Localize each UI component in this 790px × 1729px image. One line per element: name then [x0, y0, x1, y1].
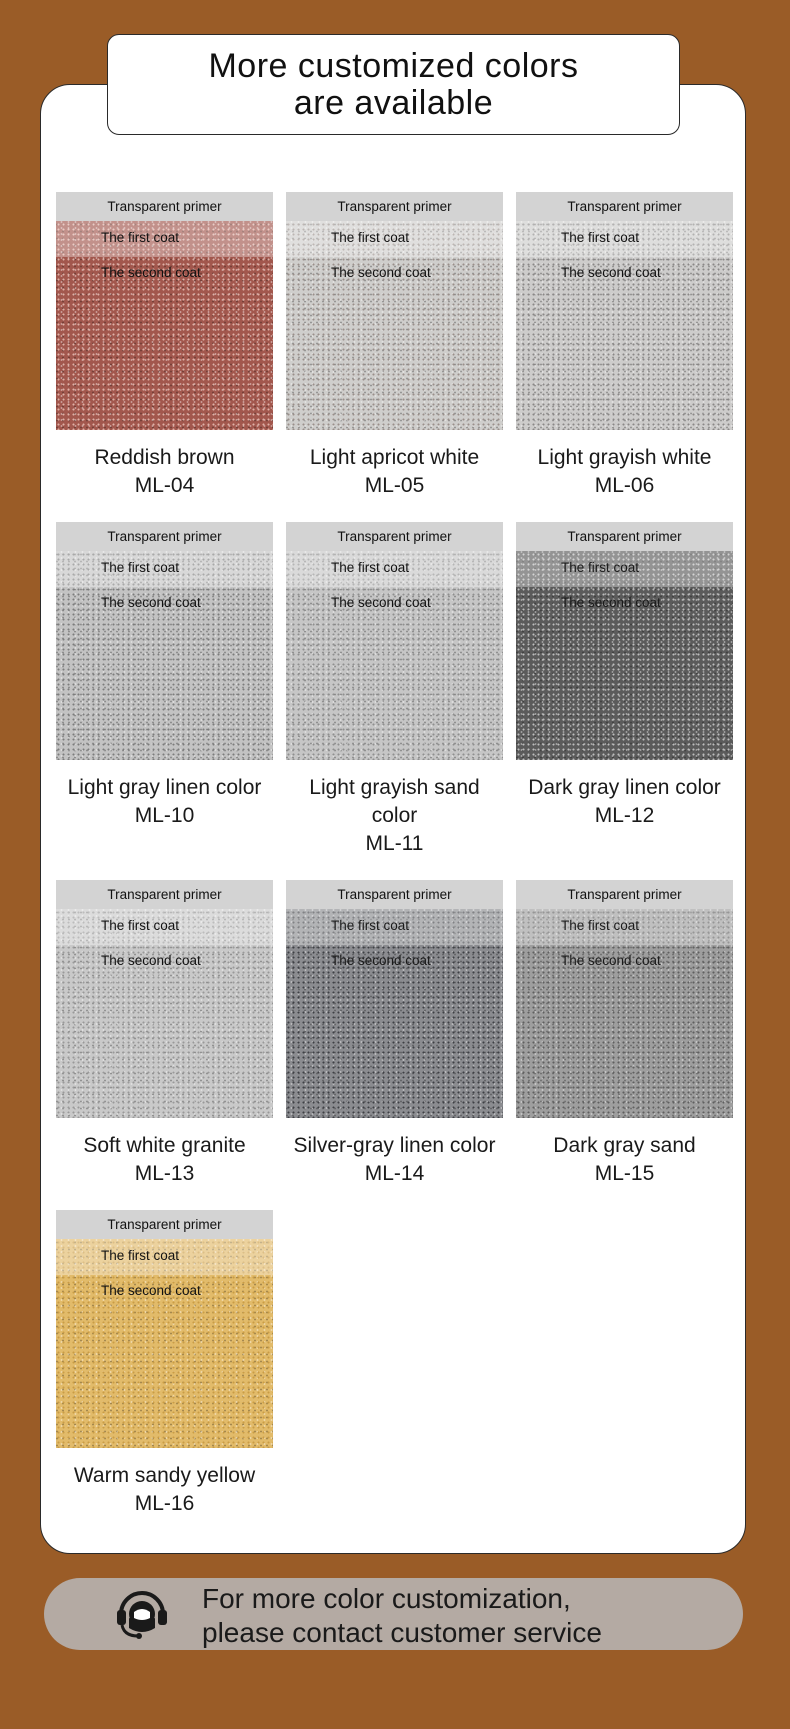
primer-label: Transparent primer: [286, 522, 503, 551]
first-coat-label: The first coat: [331, 230, 410, 245]
second-coat-label: The second coat: [101, 1283, 201, 1298]
swatch-caption: [528, 774, 721, 830]
swatch-item: [56, 1210, 273, 1518]
swatch-code: ML-10: [134, 804, 195, 827]
swatch-item: [56, 522, 273, 858]
second-coat-label: The second coat: [101, 265, 201, 280]
first-coat-label: The first coat: [101, 1248, 180, 1263]
second-coat-label: The second coat: [331, 953, 431, 968]
contact-banner[interactable]: [44, 1578, 743, 1650]
color-swatch: [516, 192, 733, 430]
first-coat-label: The first coat: [561, 560, 640, 575]
primer-label: Transparent primer: [516, 192, 733, 221]
swatch-caption: [286, 774, 503, 858]
first-coat-label: The first coat: [101, 918, 180, 933]
color-swatch: [516, 522, 733, 760]
swatch-caption: [310, 444, 479, 500]
swatch-name: Silver-gray linen color: [293, 1134, 496, 1157]
first-coat-label: The first coat: [331, 918, 410, 933]
swatch-code: ML-11: [365, 832, 424, 855]
swatch-item: [516, 192, 733, 500]
color-swatch: [286, 880, 503, 1118]
primer-label: Transparent primer: [56, 880, 273, 909]
swatch-code: ML-12: [594, 804, 655, 827]
first-coat-label: The first coat: [561, 230, 640, 245]
swatch-item: [286, 880, 503, 1188]
second-coat-label: The second coat: [561, 595, 661, 610]
second-coat-label: The second coat: [101, 953, 201, 968]
swatch-caption: [553, 1132, 695, 1188]
first-coat-label: The first coat: [101, 560, 180, 575]
color-swatch: [286, 192, 503, 430]
first-coat-label: The first coat: [561, 918, 640, 933]
swatch-name: Light apricot white: [309, 446, 480, 469]
swatch-item: [516, 522, 733, 858]
swatch-code: ML-16: [134, 1492, 195, 1515]
swatch-code: ML-06: [594, 474, 655, 497]
swatch-item: [56, 880, 273, 1188]
swatch-caption: [294, 1132, 496, 1188]
primer-label: Transparent primer: [56, 1210, 273, 1239]
contact-line-1: For more color customization,: [202, 1583, 571, 1614]
swatch-code: ML-05: [364, 474, 425, 497]
swatch-grid: [56, 192, 733, 1518]
contact-line-2: please contact customer service: [202, 1617, 602, 1648]
swatch-code: ML-04: [134, 474, 195, 497]
color-swatch: [56, 192, 273, 430]
swatch-caption: [74, 1462, 255, 1518]
swatch-caption: [538, 444, 712, 500]
swatch-name: Warm sandy yellow: [73, 1464, 256, 1487]
second-coat-label: The second coat: [561, 265, 661, 280]
swatch-name: Reddish brown: [94, 446, 235, 469]
swatch-name: Light grayish white: [537, 446, 712, 469]
header-line-1: More customized colors: [208, 46, 579, 85]
primer-label: Transparent primer: [286, 880, 503, 909]
swatch-code: ML-13: [134, 1162, 195, 1185]
swatch-caption: [94, 444, 234, 500]
header-box: [107, 34, 680, 135]
swatch-caption: [83, 1132, 245, 1188]
second-coat-label: The second coat: [331, 595, 431, 610]
swatch-name: Soft white granite: [83, 1134, 246, 1157]
primer-label: Transparent primer: [56, 522, 273, 551]
color-swatch: [56, 522, 273, 760]
second-coat-label: The second coat: [331, 265, 431, 280]
swatch-name: Light gray linen color: [67, 776, 262, 799]
color-swatch: [56, 880, 273, 1118]
primer-label: Transparent primer: [286, 192, 503, 221]
color-swatch: [56, 1210, 273, 1448]
color-swatch: [516, 880, 733, 1118]
swatch-item: [56, 192, 273, 500]
header-line-2: are available: [293, 83, 494, 122]
second-coat-label: The second coat: [101, 595, 201, 610]
swatch-item: [516, 880, 733, 1188]
first-coat-label: The first coat: [331, 560, 410, 575]
swatch-name: Dark gray linen color: [528, 776, 721, 799]
primer-label: Transparent primer: [56, 192, 273, 221]
color-swatch: [286, 522, 503, 760]
swatch-code: ML-15: [594, 1162, 655, 1185]
headset-icon: [112, 1584, 172, 1644]
swatch-name: Dark gray sand: [553, 1134, 696, 1157]
swatch-name: Light grayish sand color: [309, 776, 480, 827]
swatch-item: [286, 192, 503, 500]
contact-text: [202, 1582, 602, 1650]
swatch-caption: [68, 774, 262, 830]
first-coat-label: The first coat: [101, 230, 180, 245]
swatch-item: [286, 522, 503, 858]
second-coat-label: The second coat: [561, 953, 661, 968]
primer-label: Transparent primer: [516, 522, 733, 551]
swatch-code: ML-14: [364, 1162, 425, 1185]
primer-label: Transparent primer: [516, 880, 733, 909]
